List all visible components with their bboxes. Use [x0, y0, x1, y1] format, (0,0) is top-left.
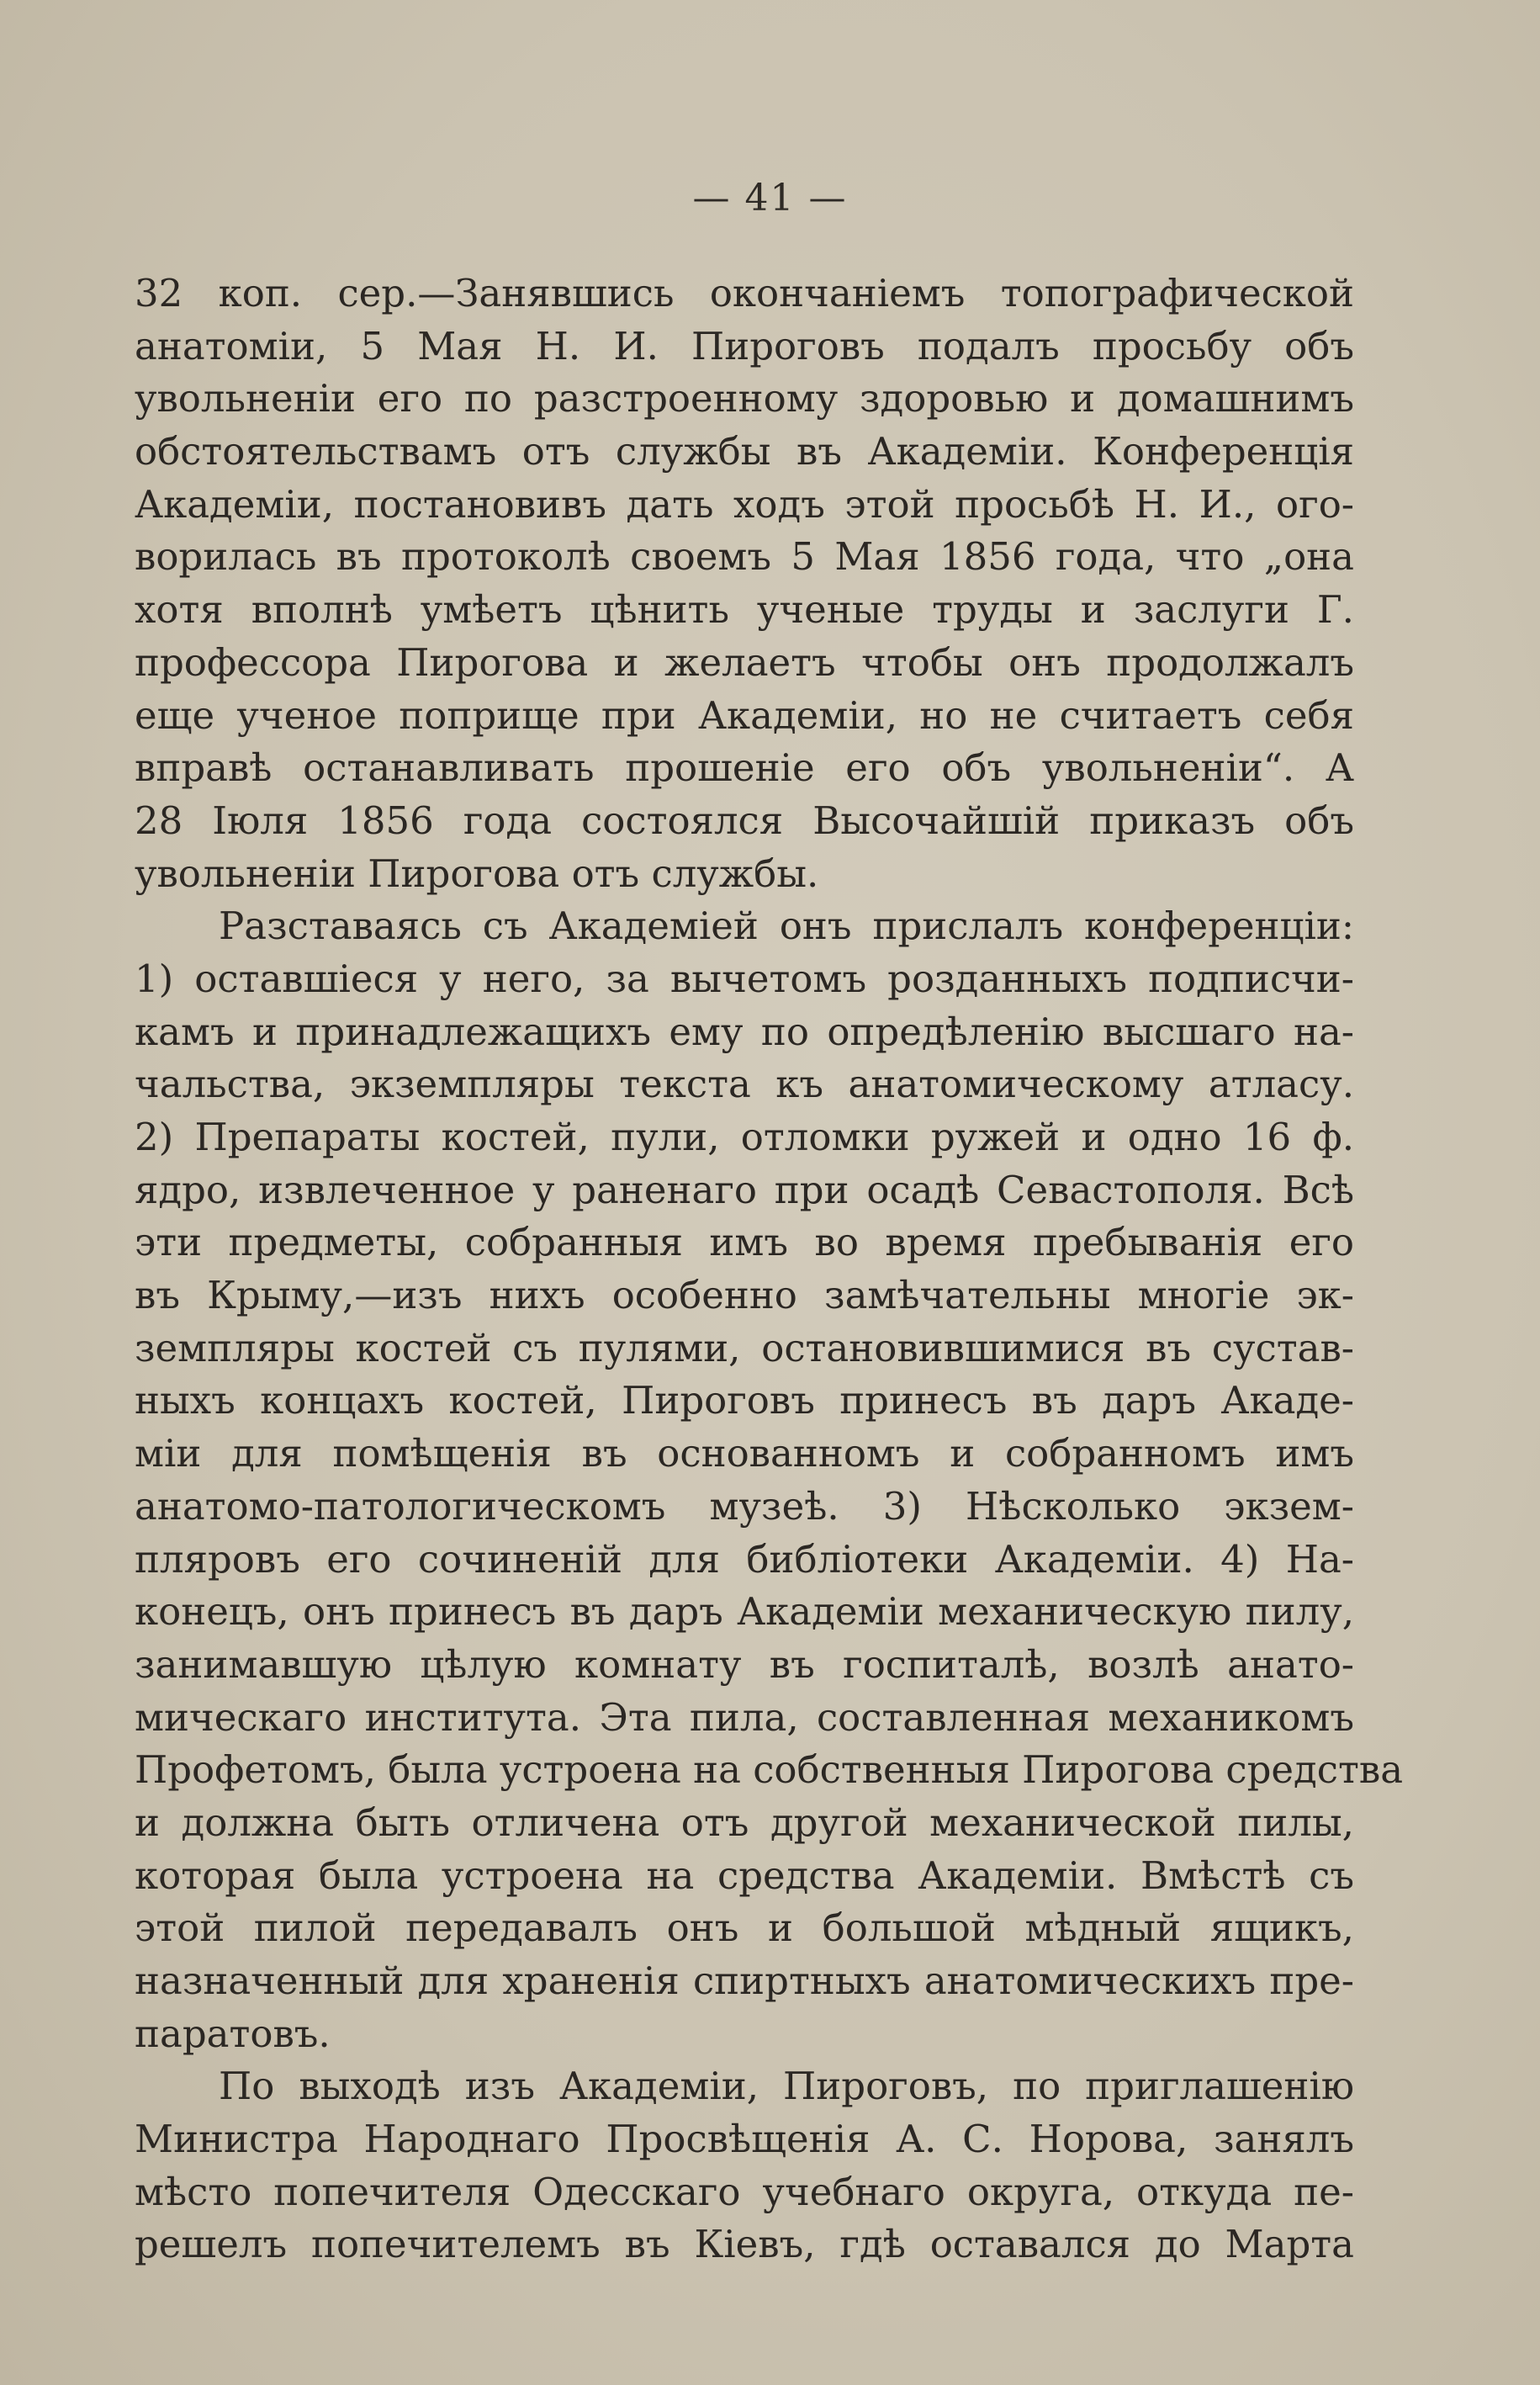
text-line: профессора Пирогова и желаетъ чтобы онъ продолжалъ: [135, 639, 1354, 685]
page-number: — 41 —: [692, 177, 848, 220]
text-line: міи для помѣщенія въ основанномъ и собранномъ имъ: [135, 1431, 1354, 1476]
text-line: и должна быть отличена отъ другой механической пилы,: [135, 1799, 1354, 1845]
text-line: вправѣ останавливать прошеніе его объ увольненіи“. А: [135, 745, 1354, 791]
text-line: эти предметы, собранныя имъ во время пребыванія его: [135, 1220, 1354, 1265]
text-line: 28 Іюля 1856 года состоялся Высочайшій приказъ объ: [135, 798, 1354, 843]
text-line: анатоміи, 5 Мая Н. И. Пироговъ подалъ просьбу объ: [135, 323, 1354, 368]
text-line: обстоятельствамъ отъ службы въ Академіи. Конференція: [135, 429, 1354, 474]
text-line: чальства, экземпляры текста къ анатомическому атласу.: [135, 1062, 1354, 1107]
text-line: пляровъ его сочиненій для библіотеки Академіи. 4) На-: [135, 1536, 1354, 1582]
text-line: ядро, извлеченное у раненаго при осадѣ Севастополя. Всѣ: [135, 1167, 1354, 1212]
text-line: По выходѣ изъ Академіи, Пироговъ, по приглашенію: [219, 2064, 1354, 2109]
text-line: паратовъ.: [135, 2011, 331, 2056]
text-line: Министра Народнаго Просвѣщенія А. С. Норова, занялъ: [135, 2117, 1354, 2162]
text-line: мѣсто попечителя Одесскаго учебнаго округа, откуда пе-: [135, 2169, 1354, 2214]
text-line: которая была устроена на средства Академіи. Вмѣстѣ съ: [135, 1852, 1354, 1898]
text-line: Профетомъ, была устроена на собственныя Пирогова средства: [135, 1747, 1404, 1793]
text-line: еще ученое поприще при Академіи, но не считаетъ себя: [135, 692, 1354, 738]
text-line: увольненіи его по разстроенному здоровью и домашнимъ: [135, 376, 1354, 421]
body-text: [135, 268, 1404, 2271]
text-line: ворилась въ протоколѣ своемъ 5 Мая 1856 года, что „она: [135, 534, 1354, 580]
text-line: въ Крыму,—изъ нихъ особенно замѣчательны многіе эк-: [135, 1273, 1354, 1318]
text-line: анатомо-патологическомъ музеѣ. 3) Нѣсколько экзем-: [135, 1483, 1354, 1529]
text-line: хотя вполнѣ умѣетъ цѣнить ученые труды и заслуги Г.: [135, 587, 1354, 633]
text-line: назначенный для храненія спиртныхъ анатомическихъ пре-: [135, 1958, 1354, 2003]
text-line: земпляры костей съ пулями, остановившимися въ сустав-: [135, 1325, 1354, 1370]
text-line: увольненіи Пирогова отъ службы.: [135, 851, 819, 896]
text-line: ныхъ концахъ костей, Пироговъ принесъ въ даръ Акаде-: [135, 1378, 1354, 1423]
text-line: этой пилой передавалъ онъ и большой мѣдный ящикъ,: [135, 1905, 1354, 1951]
text-line: камъ и принадлежащихъ ему по опредѣленію высшаго на-: [135, 1009, 1354, 1054]
text-line: мическаго института. Эта пила, составленная механикомъ: [135, 1694, 1354, 1740]
text-line: 2) Препараты костей, пули, отломки ружей и одно 16 ф.: [135, 1115, 1354, 1159]
text-line: решелъ попечителемъ въ Кіевъ, гдѣ оставался до Марта: [135, 2222, 1354, 2267]
text-line: 1) оставшіеся у него, за вычетомъ розданныхъ подписчи-: [135, 956, 1354, 1001]
text-line: занимавшую цѣлую комнату въ госпиталѣ, возлѣ анато-: [135, 1641, 1354, 1687]
text-line: 32 коп. сер.—Занявшись окончаніемъ топографической: [135, 271, 1354, 315]
text-line: конецъ, онъ принесъ въ даръ Академіи механическую пилу,: [135, 1589, 1354, 1635]
text-line: Разставаясь съ Академіей онъ прислалъ конференціи:: [219, 904, 1354, 949]
text-line: Академіи, постановивъ дать ходъ этой просьбѣ Н. И., ого-: [135, 481, 1354, 527]
